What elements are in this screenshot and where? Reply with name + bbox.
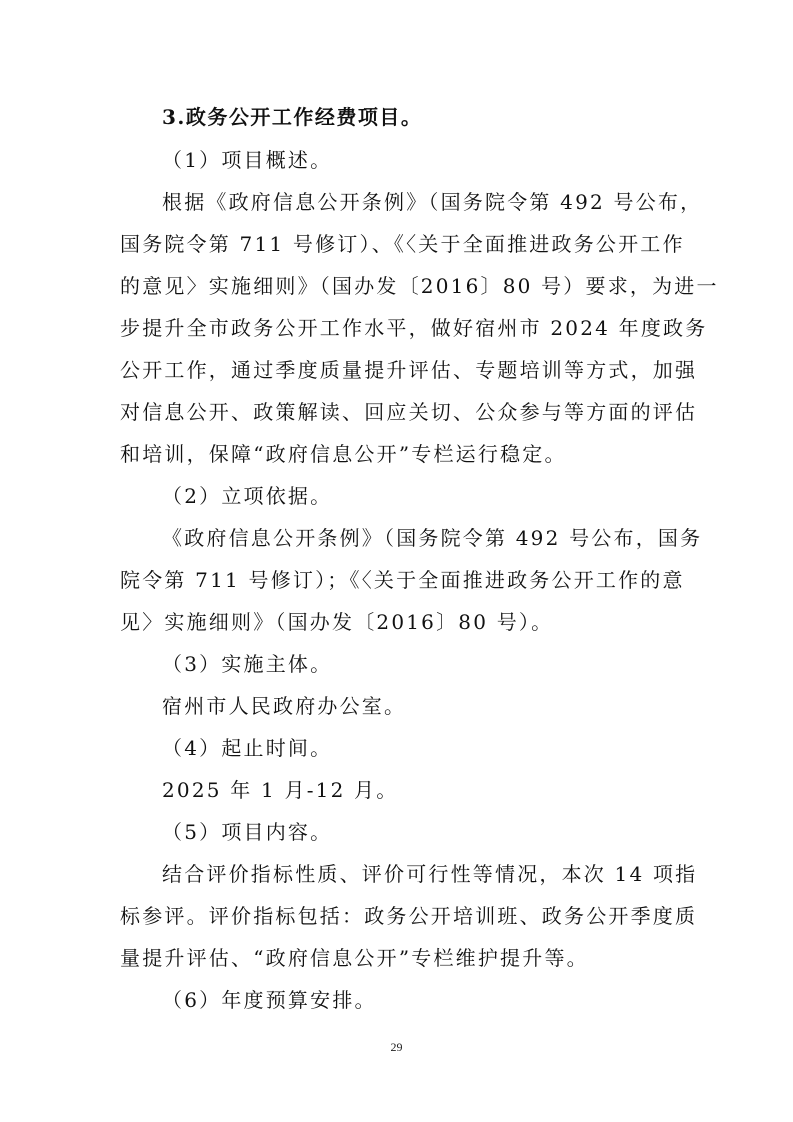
section-heading: 3.政务公开工作经费项目。 <box>162 105 423 129</box>
page-number: 29 <box>390 1040 403 1054</box>
paragraph-line: 的意见〉实施细则》（国办发〔2016〕80 号）要求，为进一 <box>120 274 719 298</box>
paragraph-line: 量提升评估、“政府信息公开”专栏维护提升等。 <box>120 946 589 970</box>
paragraph-line: 标参评。评价指标包括：政务公开培训班、政务公开季度质 <box>120 904 698 928</box>
subheading-basis: （2）立项依据。 <box>162 484 333 508</box>
paragraph-line: 和培训，保障“政府信息公开”专栏运行稳定。 <box>120 442 567 466</box>
subheading-overview: （1）项目概述。 <box>162 148 333 172</box>
paragraph-line: 2025 年 1 月-12 月。 <box>162 778 399 802</box>
paragraph-line: 国务院令第 711 号修订）、《〈关于全面推进政务公开工作 <box>120 232 685 256</box>
subheading-entity: （3）实施主体。 <box>162 652 333 676</box>
subheading-content: （5）项目内容。 <box>162 820 333 844</box>
paragraph-line: 对信息公开、政策解读、回应关切、公众参与等方面的评估 <box>120 400 698 424</box>
paragraph-line: 院令第 711 号修订）；《〈关于全面推进政务公开工作的意 <box>120 568 685 592</box>
subheading-period: （4）起止时间。 <box>162 736 333 760</box>
paragraph-line: 结合评价指标性质、评价可行性等情况，本次 14 项指 <box>162 862 698 886</box>
paragraph-line: 见〉实施细则》（国办发〔2016〕80 号）。 <box>120 610 554 634</box>
paragraph-line: 步提升全市政务公开工作水平，做好宿州市 2024 年度政务 <box>120 316 708 340</box>
paragraph-line: 《政府信息公开条例》（国务院令第 492 号公布，国务 <box>162 526 703 550</box>
paragraph-line: 公开工作，通过季度质量提升评估、专题培训等方式，加强 <box>120 358 698 382</box>
paragraph-line: 根据《政府信息公开条例》（国务院令第 492 号公布， <box>162 190 703 214</box>
paragraph-line: 宿州市人民政府办公室。 <box>162 694 407 718</box>
subheading-budget: （6）年度预算安排。 <box>162 988 377 1012</box>
